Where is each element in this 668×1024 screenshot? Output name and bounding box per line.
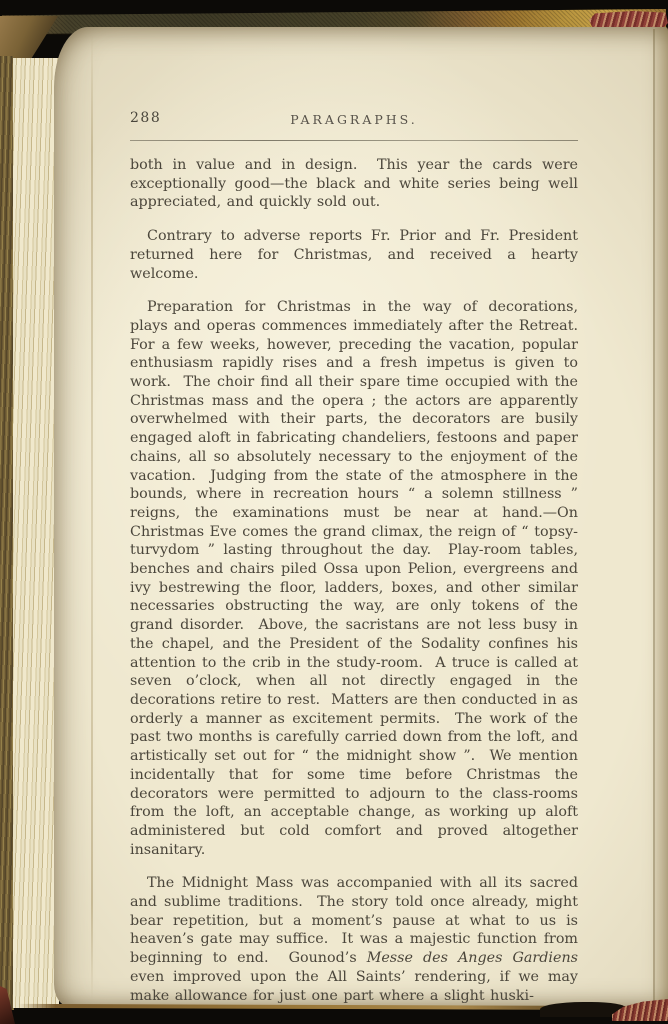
page-right-crease — [653, 29, 655, 1004]
paragraph — [130, 298, 590, 859]
page-left-crease — [91, 33, 93, 1000]
running-head: PARAGRAPHS. — [290, 112, 418, 127]
page-text — [130, 156, 590, 1005]
italic-work-title: Messe des Anges Gardiens — [366, 950, 579, 967]
paragraph — [130, 156, 584, 212]
text-run: Preparation for Christmas in the way of decorations, plays and operas commences immediately after the Retreat. For a few weeks, however, preceding the vacation, popular enthusiasm rapidly rises and a fresh impetus is given to work. The choir find all their spare time occupied with the Christmas mass and the opera ; the actors are apparently overwhelmed with their parts, the decorators are busily engaged aloft in fabricating chandeliers, festoons and paper chains, all so absolutely necessary to the enjoyment of the vacation. Judging from the state of the atmosphere in the bounds, where in recreation hours “ a solemn stillness ” reigns, the examinations must be near at hand.—On Christmas Eve comes the grand climax, the reign of “ topsy-turvydom ” lasting throughout the day. Play-room tables, benches and chairs piled Ossa upon Pelion, evergreens and ivy bestrewing the floor, ladders, boxes, and other similar necessaries obstructing the way, are only tokens of the grand disorder. Above, the sacristans are not less busy in the chapel, and the President of the Sodality confines his attention to the crib in the study-room. A truce is called at seven o’clock, when all not directly engaged in the decorations retire to rest. Matters are then conducted in as orderly a manner as excitement permits. The work of the past two months is carefully carried down from the loft, and artistically set out for “ the midnight show ”. We mention incidentally that for some time before Christmas the decorators were permitted to adjourn to the class-rooms from the loft, an acceptable change, as working up aloft administered but cold comfort and proved altogether insanitary. — [130, 299, 590, 858]
page-header — [130, 110, 578, 127]
paragraph — [130, 227, 584, 283]
text-run: Contrary to adverse reports Fr. Prior and Fr. President returned here for Christmas, and received a hearty welcome. — [130, 228, 584, 282]
printed-area — [130, 110, 590, 1005]
page-edge-stack-dark — [0, 56, 14, 1010]
book-page — [54, 27, 668, 1006]
facing-page-sliver — [655, 27, 668, 1006]
page-number: 288 — [130, 110, 162, 126]
text-run: The Midnight Mass was accompanied with all its sacred and sublime traditions. The story told once already, might bear repetition, but a moment’s pause at what to us is heaven’s gate may suffice. It was a majestic function from beginning to end. Gounod’s — [130, 875, 584, 967]
text-run: even improved upon the All Saints’ rendering, if we may make allowance for just one part where a slight huski- — [130, 950, 584, 1004]
text-run: both in value and in design. This year the cards were exceptionally good—the black and white series being well appreciated, and quickly sold out. — [130, 157, 584, 211]
header-rule — [130, 140, 578, 141]
page-edge-stack-light — [13, 58, 59, 1008]
paragraph — [130, 874, 584, 1005]
